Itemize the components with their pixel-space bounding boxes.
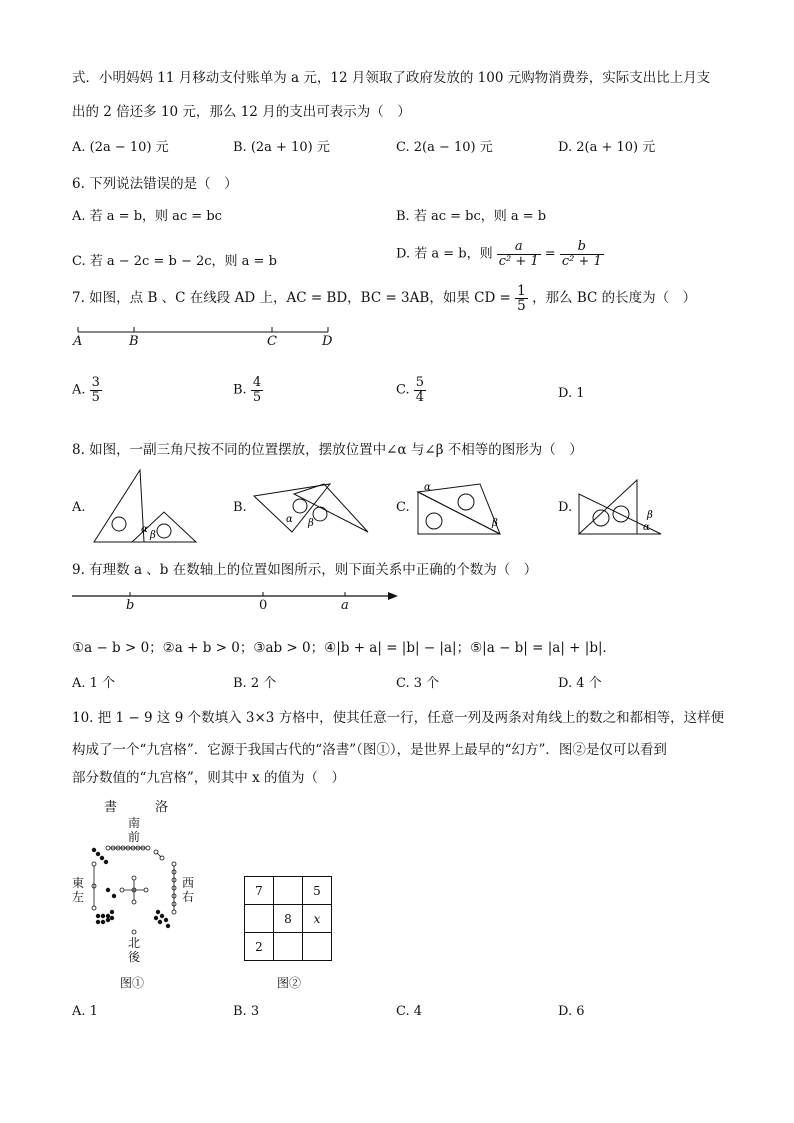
q5-option-a[interactable]: A. (2a − 10) 元 [72,140,169,155]
q9-option-a[interactable]: A. 1 个 [72,676,116,691]
grid-cell: 2 [245,933,274,961]
q7-cd-fraction: $\frac{1}{5}$ [517,283,526,315]
luoshu-dot-diagram [86,842,182,934]
q10-option-d[interactable]: D. 6 [558,1004,585,1019]
svg-text:α: α [141,524,148,535]
q7-segment-figure [72,326,342,352]
q5-option-d[interactable]: D. 2(a + 10) 元 [558,140,656,155]
q7-option-a[interactable]: A. $\frac{3}{5}$ [72,375,100,405]
grid-cell [245,905,274,933]
q8-stem: 8. 如图，一副三角尺按不同的位置摆放，摆放位置中∠α 与∠β 不相等的图形为（ ） [72,442,583,458]
q8-figure-b [252,482,372,536]
q6-option-d[interactable] [396,240,604,268]
luoshu-north-label: 北 後 [128,936,141,964]
svg-text:α: α [424,482,431,493]
q6-d-equals: = [544,246,556,262]
q7-stem-part2: ，那么 BC 的长度为（ ） [532,290,697,307]
fig2-caption: 图② [277,976,302,990]
q7-point-b: B [129,334,139,349]
q6-stem: 6. 下列说法错误的是（ ） [72,176,238,192]
q10-option-b[interactable]: B. 3 [233,1004,260,1019]
q6-option-d-prefix: D. 若 a = b，则 [396,246,493,262]
q5-option-c[interactable]: C. 2(a − 10) 元 [396,140,493,155]
luoshu-east-label: 東 左 [72,876,85,904]
q10-option-c[interactable]: C. 4 [396,1004,423,1019]
q10-stem-line1: 10. 把 1 − 9 这 9 个数填入 3×3 方格中，使其任意一行，任意一列及两条对角线上的数之和都相等，这样便 [72,710,725,726]
q9-axis-label-b: b [126,598,135,613]
q9-number-line [72,588,402,604]
q5-stem-line2: 出的 2 倍还多 10 元，那么 12 月的支出可表示为（ ） [72,104,411,120]
q6-option-b[interactable]: B. 若 ac = bc，则 a = b [396,209,547,224]
q6-d-fraction-right: $\frac{b}{\text{c² + 1}}$ [561,239,602,269]
svg-text:α: α [286,514,293,525]
fig1-caption: 图① [120,976,145,990]
svg-text:β: β [308,518,314,529]
magic-square-grid [244,876,332,961]
svg-text:β: β [492,518,498,529]
q7-point-a: A [73,334,83,349]
q8-option-d[interactable]: D. [558,500,573,515]
grid-cell-x: x [303,905,332,933]
q7-point-c: C [267,334,277,349]
q8-option-a[interactable]: A. [72,500,86,515]
q6-option-c[interactable]: C. 若 a − 2c = b − 2c，则 a = b [72,254,277,269]
grid-cell: 7 [245,877,274,905]
grid-cell [274,933,303,961]
q9-relations: ①a − b > 0；②a + b > 0；③ab > 0；④|b + a| = |b| − |a|；⑤|a − b| = |a| + |b|． [72,640,617,656]
grid-cell [274,877,303,905]
q7-option-d[interactable]: D. 1 [558,386,585,401]
q9-axis-label-a: a [341,598,349,613]
grid-cell: 5 [303,877,332,905]
q5-option-b[interactable]: B. (2a + 10) 元 [233,140,330,155]
q7-stem-part1: 7. 如图，点 B 、C 在线段 AD 上，AC = BD，BC = 3AB，如果 CD = [72,290,511,307]
q7-stem [72,284,696,313]
q5-stem-line1: 式．小明妈妈 11 月移动支付账单为 a 元，12 月领取了政府发放的 100 元购物消费券，实际支出比上月支 [72,70,711,86]
luoshu-title-right: 洛 [155,800,169,815]
luoshu-west-label: 西 右 [182,876,195,904]
q9-option-c[interactable]: C. 3 个 [396,676,440,691]
q10-stem-line3: 部分数值的“九宫格”，则其中 x 的值为（ ） [72,770,345,786]
q8-figure-a [92,468,207,544]
svg-text:β: β [647,510,653,521]
q10-stem-line2: 构成了一个“九宫格”．它源于我国古代的“洛書”（图①），是世界上最早的“幻方”．图②是仅可以看到 [72,742,667,758]
q8-option-c[interactable]: C. [396,500,410,515]
q7-option-b[interactable]: B. $\frac{4}{5}$ [233,375,262,405]
q9-option-d[interactable]: D. 4 个 [558,676,602,691]
q9-option-b[interactable]: B. 2 个 [233,676,277,691]
grid-cell [303,933,332,961]
q7-point-d: D [322,334,333,349]
luoshu-south-label: 南 前 [128,816,141,844]
q6-d-fraction-left: $\frac{a}{\text{c² + 1}}$ [498,239,539,269]
q8-figure-d [577,478,672,540]
q9-axis-label-zero: 0 [259,598,268,613]
svg-text:β: β [150,530,156,541]
q10-option-a[interactable]: A. 1 [72,1004,98,1019]
q6-option-a[interactable]: A. 若 a = b，则 ac = bc [72,209,222,224]
grid-cell: 8 [274,905,303,933]
q8-figure-c [414,478,509,540]
q8-option-b[interactable]: B. [233,500,247,515]
q7-option-c[interactable]: C. $\frac{5}{4}$ [396,375,425,405]
q9-stem: 9. 有理数 a 、b 在数轴上的位置如图所示，则下面关系中正确的个数为（ ） [72,562,538,578]
svg-text:α: α [643,522,650,533]
luoshu-title-left: 書 [104,800,118,815]
